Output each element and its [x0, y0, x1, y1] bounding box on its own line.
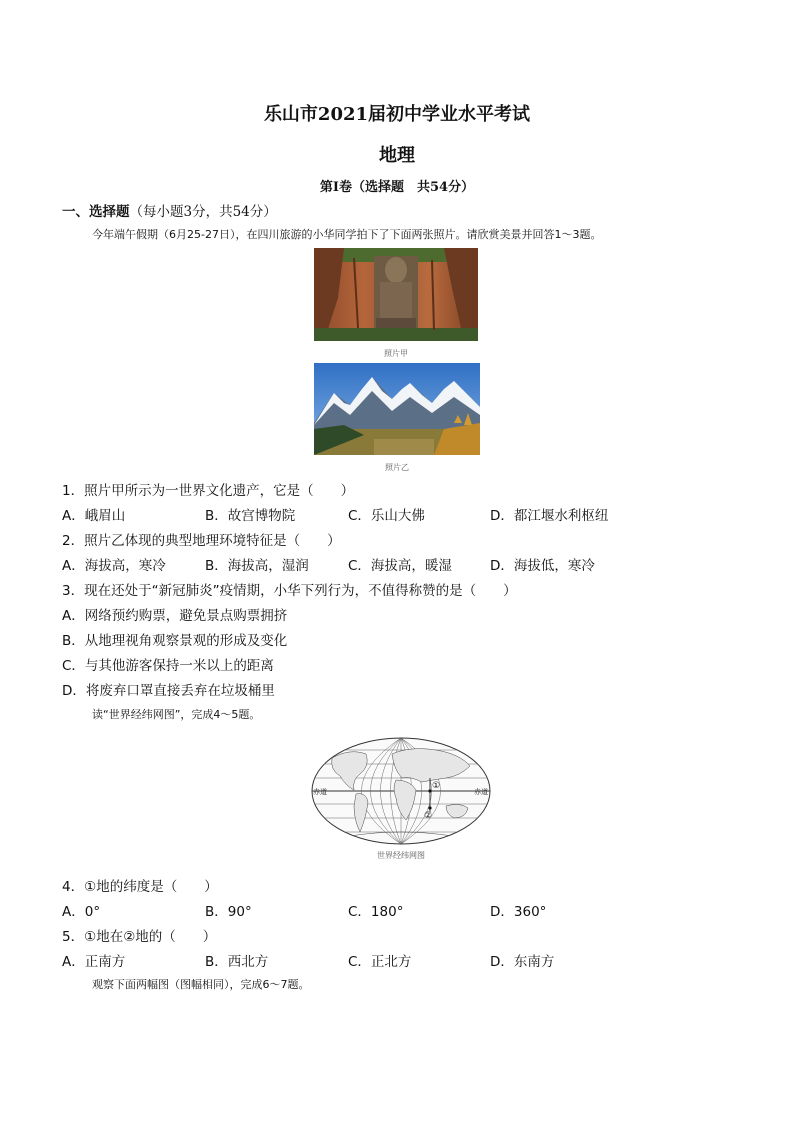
q4-option-d: D．360° — [490, 904, 547, 920]
intro-text-3: 观察下面两幅图（图幅相同），完成6～7题。 — [92, 978, 310, 991]
intro-text-2: 读“世界经纬网图”，完成4～5题。 — [92, 708, 261, 721]
exam-title: 乐山市2021届初中学业水平考试 — [263, 104, 531, 125]
q3-option-d: D．将废弃口罩直接丢弃在垃圾桶里 — [62, 683, 275, 699]
q4-option-c: C．180° — [348, 904, 404, 920]
q5-option-d: D．东南方 — [490, 954, 555, 970]
q1-option-b: B．故宫博物院 — [205, 508, 296, 524]
q5-option-b: B．西北方 — [205, 954, 269, 970]
q4-option-a: A．0° — [62, 904, 101, 920]
q2-option-c: C．海拔高，暖湿 — [348, 558, 452, 574]
section-note: （每小题3分，共54分） — [129, 204, 277, 220]
map-equator-left: 赤道 — [313, 788, 327, 796]
world-grid-map-image — [310, 736, 492, 846]
q3-option-b: B．从地理视角观察景观的形成及变化 — [62, 633, 288, 649]
exam-subject: 地理 — [379, 145, 415, 166]
map-point-2: ② — [424, 811, 433, 821]
section-label: 一、选择题 — [62, 204, 130, 220]
world-grid-map — [310, 736, 492, 846]
photo-leshan-buddha-image — [314, 248, 478, 341]
question-3-stem: 3．现在还处于“新冠肺炎”疫情期，小华下列行为，不值得称赞的是（ ） — [62, 583, 517, 599]
photo2-caption: 照片乙 — [385, 463, 409, 472]
q1-option-c: C．乐山大佛 — [348, 508, 425, 524]
q2-option-b: B．海拔高，湿润 — [205, 558, 309, 574]
q3-option-c: C．与其他游客保持一米以上的距离 — [62, 658, 274, 674]
question-5-stem: 5．①地在②地的（ ） — [62, 929, 217, 945]
q2-option-d: D．海拔低，寒冷 — [490, 558, 595, 574]
map-equator-right: 赤道 — [474, 788, 488, 796]
q1-option-a: A．峨眉山 — [62, 508, 126, 524]
q1-option-d: D．都江堰水利枢纽 — [490, 508, 609, 524]
part-heading: 第Ⅰ卷（选择题 共54分） — [319, 180, 475, 195]
map-caption: 世界经纬网图 — [377, 851, 425, 860]
photo1-caption: 照片甲 — [384, 349, 408, 358]
q5-option-a: A．正南方 — [62, 954, 126, 970]
photo-snow-mountain-image — [314, 363, 480, 455]
question-4-stem: 4．①地的纬度是（ ） — [62, 879, 218, 895]
question-1-stem: 1．照片甲所示为一世界文化遗产，它是（ ） — [62, 483, 355, 499]
question-2-stem: 2．照片乙体现的典型地理环境特征是（ ） — [62, 533, 341, 549]
q5-option-c: C．正北方 — [348, 954, 412, 970]
map-point-1: ① — [432, 781, 441, 791]
q3-option-a: A．网络预约购票，避免景点购票拥挤 — [62, 608, 288, 624]
photo-snow-mountain — [314, 363, 480, 455]
q2-option-a: A．海拔高，寒冷 — [62, 558, 166, 574]
intro-text-1: 今年端午假期（6月25-27日），在四川旅游的小华同学拍下了下面两张照片。请欣赏美景并回答1～3题。 — [92, 228, 602, 241]
photo-leshan-buddha — [314, 248, 478, 341]
q4-option-b: B．90° — [205, 904, 252, 920]
section-heading — [62, 200, 277, 220]
